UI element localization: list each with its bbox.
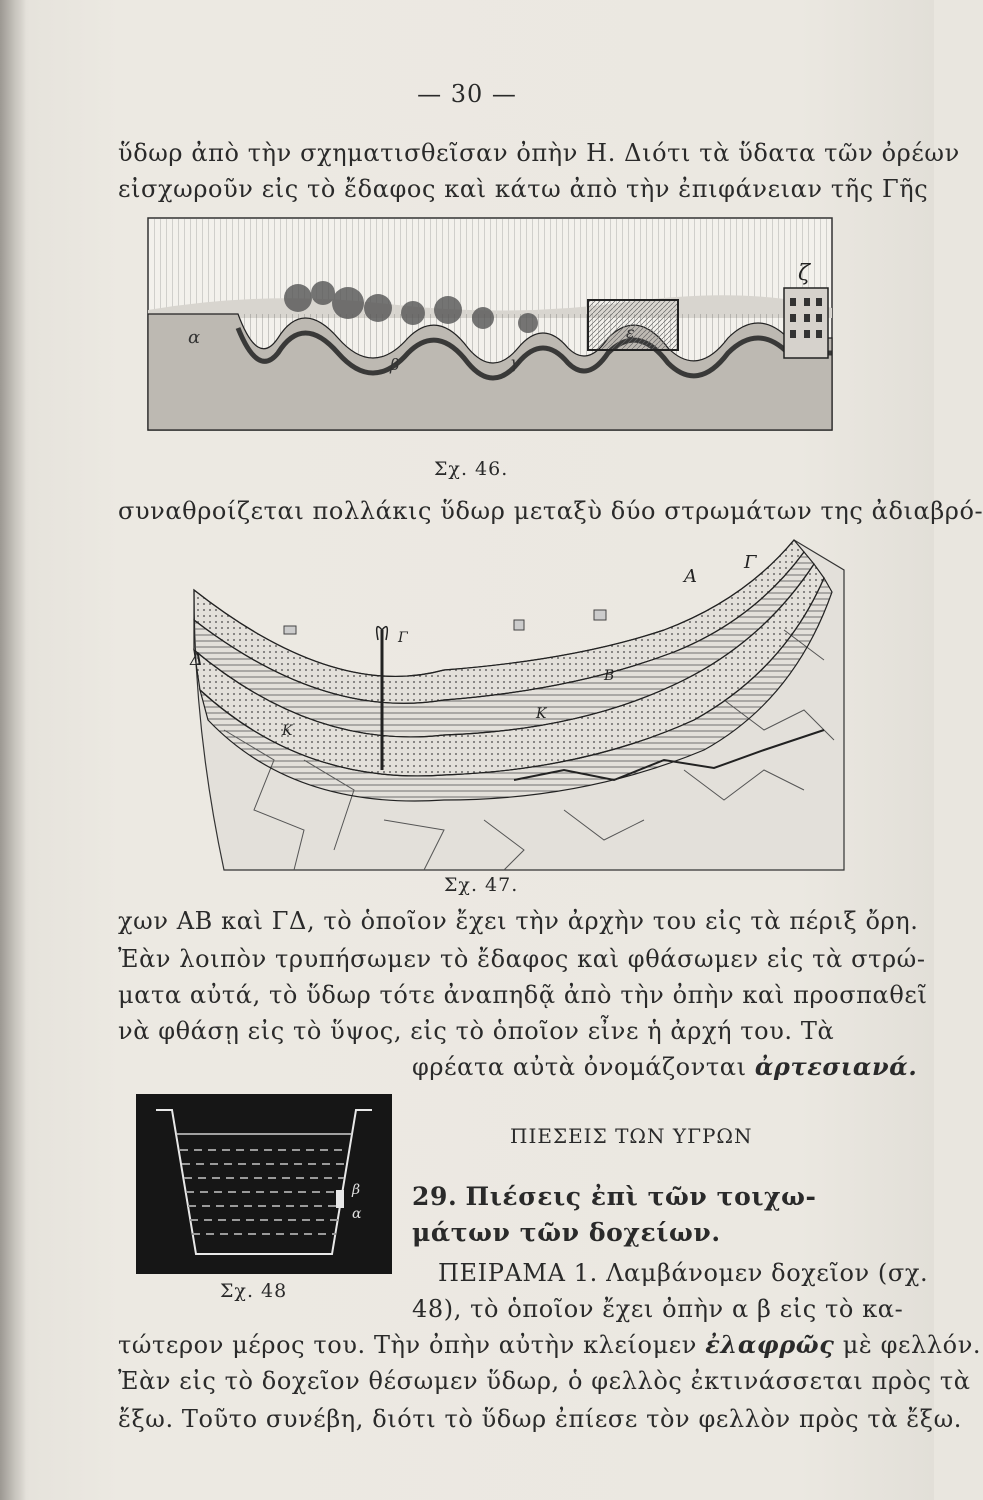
fig47-label-gamma-mid: Γ [398, 630, 408, 646]
text-line-3: συναθροίζεται πολλάκις ὕδωρ μεταξὺ δύο στρωμάτων της ἀδιαβρό- [118, 497, 983, 525]
text-line-6: ματα αὐτά, τὸ ὕδωρ τότε ἀναπηδᾷ ἀπὸ τὴν ὀπὴν καὶ προσπαθεῖ [118, 981, 928, 1009]
figure-47-illustration [184, 530, 844, 870]
text-line-11-end: μὲ φελλόν. [842, 1331, 982, 1359]
figure-47-caption: Σχ. 47. [444, 874, 519, 896]
section-title: ΠΙΕΣΕΙΣ ΤΩΝ ΥΓΡΩΝ [510, 1124, 753, 1148]
heading-text-1: Πιέσεις ἐπὶ τῶν τοιχω- [465, 1182, 817, 1211]
fig47-label-kappa-right: Κ [536, 706, 547, 722]
text-line-11-plain: τώτερον μέρος του. Τὴν ὀπὴν αὐτὴν κλείομεν [118, 1331, 697, 1359]
text-line-8 [412, 1052, 918, 1082]
text-line-11 [118, 1330, 982, 1360]
text-line-10: 48), τὸ ὁποῖον ἔχει ὀπὴν α β εἰς τὸ κα- [412, 1295, 904, 1323]
page-gutter-shadow [0, 0, 26, 1500]
heading-number: 29. [412, 1182, 458, 1211]
fig47-label-gamma-top: Γ [744, 552, 757, 573]
text-line-13: ἔξω. Τοῦτο συνέβη, διότι τὸ ὕδωρ ἐπίεσε τὸν φελλὸν πρὸς τὰ ἔξω. [118, 1405, 962, 1433]
text-line-7: νὰ φθάσῃ εἰς τὸ ὕψος, εἰς τὸ ὁποῖον εἶνε ἡ ἀρχή του. Τὰ [118, 1017, 835, 1045]
text-line-2: εἰσχωροῦν εἰς τὸ ἔδαφος καὶ κάτω ἀπὸ τὴν ἐπιφάνειαν τῆς Γῆς [118, 175, 929, 203]
heading-line-1 [412, 1182, 878, 1212]
text-line-4: χων ΑΒ καὶ ΓΔ, τὸ ὁποῖον ἔχει τὴν ἀρχὴν του εἰς τὰ πέριξ ὄρη. [118, 907, 919, 935]
fig47-label-kappa-left: Κ [282, 723, 293, 739]
fig46-label-beta: β [390, 355, 400, 374]
figure-48-illustration [136, 1094, 392, 1274]
text-line-5: Ἐὰν λοιπὸν τρυπήσωμεν τὸ ἔδαφος καὶ φθάσωμεν εἰς τὰ στρώ- [118, 945, 926, 973]
fig46-label-zeta: ζ [798, 261, 810, 286]
fig48-label-alpha: α [352, 1206, 362, 1222]
text-line-9: ΠΕΙΡΑΜΑ 1. Λαμβάνομεν δοχεῖον (σχ. [438, 1259, 929, 1287]
fig47-label-beta: Β [604, 668, 615, 684]
fig47-label-delta-left: Δ [190, 649, 203, 670]
figure-46-illustration [148, 218, 832, 430]
heading-text-2: μάτων τῶν δοχείων. [412, 1218, 721, 1247]
heading-line-2 [412, 1218, 878, 1248]
fig46-label-alpha: α [188, 327, 201, 348]
text-line-12: Ἐὰν εἰς τὸ δοχεῖον θέσωμεν ὕδωρ, ὁ φελλὸς ἐκτινάσσεται πρὸς τὰ [118, 1367, 971, 1395]
text-line-8-plain: φρέατα αὐτὰ ὀνομάζονται [412, 1053, 747, 1081]
term-lightly: ἐλαφρῶς [705, 1330, 835, 1359]
fig48-label-beta: β [352, 1182, 361, 1198]
page-number: — 30 — [417, 80, 517, 108]
fig47-label-alpha: Α [684, 566, 697, 587]
text-line-1: ὕδωρ ἀπὸ τὴν σχηματισθεῖσαν ὀπὴν Η. Διότι τὰ ὕδατα τῶν ὀρέων [118, 139, 960, 167]
fig46-label-epsilon: ε [626, 323, 635, 342]
figure-46-caption: Σχ. 46. [434, 458, 509, 480]
term-artesian: ἀρτεσιανά. [754, 1052, 918, 1081]
fig46-label-gamma: γ [510, 353, 520, 372]
figure-48-caption: Σχ. 48 [220, 1280, 288, 1302]
